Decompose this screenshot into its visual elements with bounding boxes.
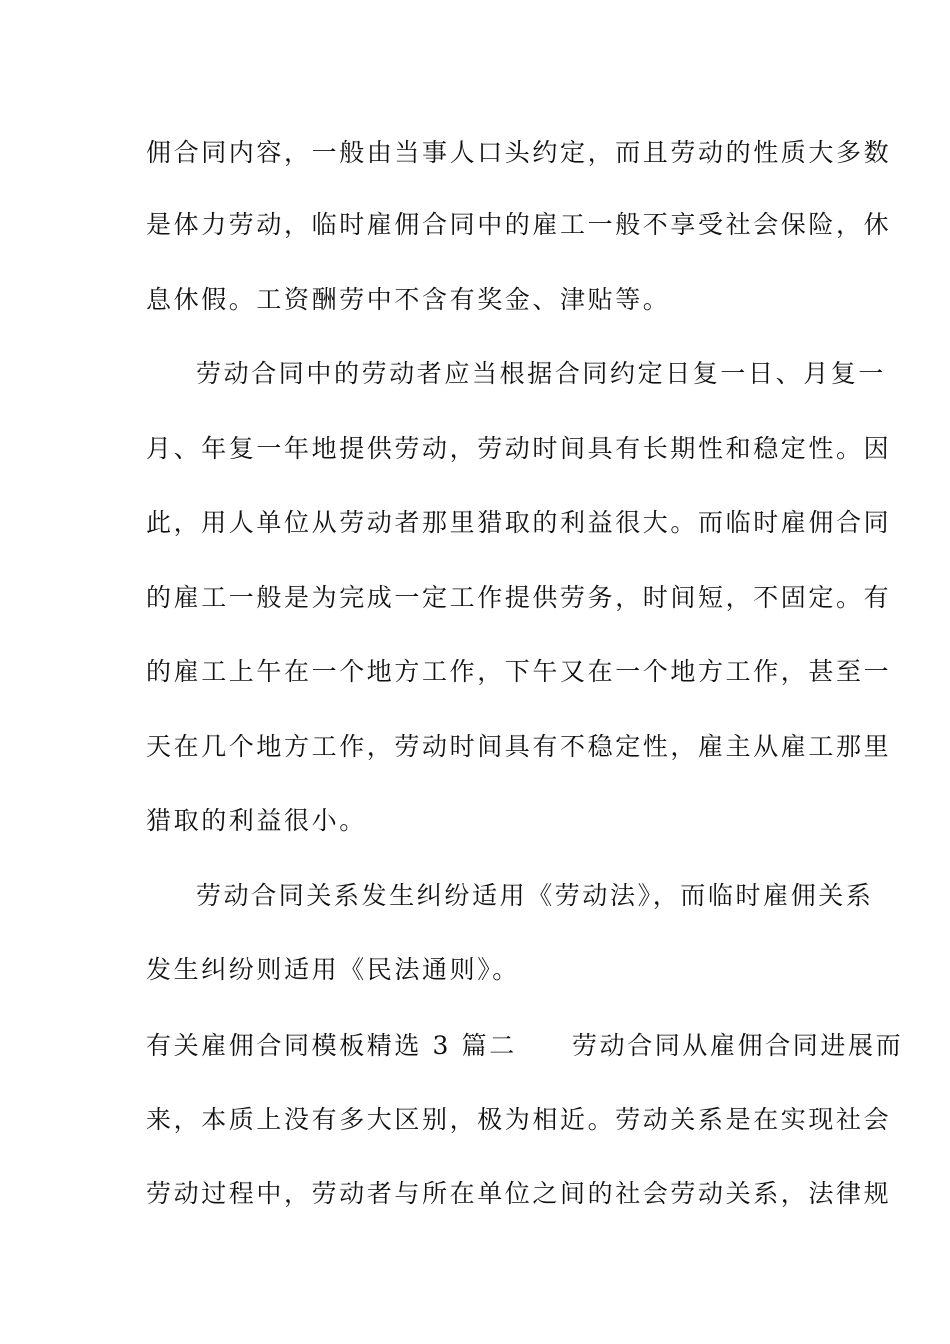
text-line: 的雇工上午在一个地方工作，下午又在一个地方工作，甚至一 [146, 657, 892, 686]
text-line: 此，用人单位从劳动者那里猎取的利益很大。而临时雇佣合同 [146, 508, 892, 537]
paragraph-start-line: 劳动合同关系发生纠纷适用《劳动法》，而临时雇佣关系 [196, 881, 874, 910]
text-line: 发生纠纷则适用《民法通则》。 [146, 955, 520, 984]
section-heading-line: 有关雇佣合同模板精选 3 篇二 劳动合同从雇佣合同进展而 [146, 1031, 904, 1060]
text-line: 是体力劳动，临时雇佣合同中的雇工一般不享受社会保险，休 [146, 210, 892, 239]
text-line: 息休假。工资酬劳中不含有奖金、津贴等。 [146, 285, 671, 314]
text-line: 猎取的利益很小。 [146, 806, 367, 835]
text-line: 的雇工一般是为完成一定工作提供劳务，时间短，不固定。有 [146, 583, 892, 612]
text-line: 劳动过程中，劳动者与所在单位之间的社会劳动关系，法律规 [146, 1179, 892, 1208]
text-line: 来，本质上没有多大区别，极为相近。劳动关系是在实现社会 [146, 1105, 892, 1134]
text-line: 月、年复一年地提供劳动，劳动时间具有长期性和稳定性。因 [146, 434, 892, 463]
paragraph-start-line: 劳动合同中的劳动者应当根据合同约定日复一日、月复一 [196, 359, 887, 388]
text-line: 天在几个地方工作，劳动时间具有不稳定性，雇主从雇工那里 [146, 732, 892, 761]
text-line: 佣合同内容，一般由当事人口头约定，而且劳动的性质大多数 [146, 138, 892, 167]
